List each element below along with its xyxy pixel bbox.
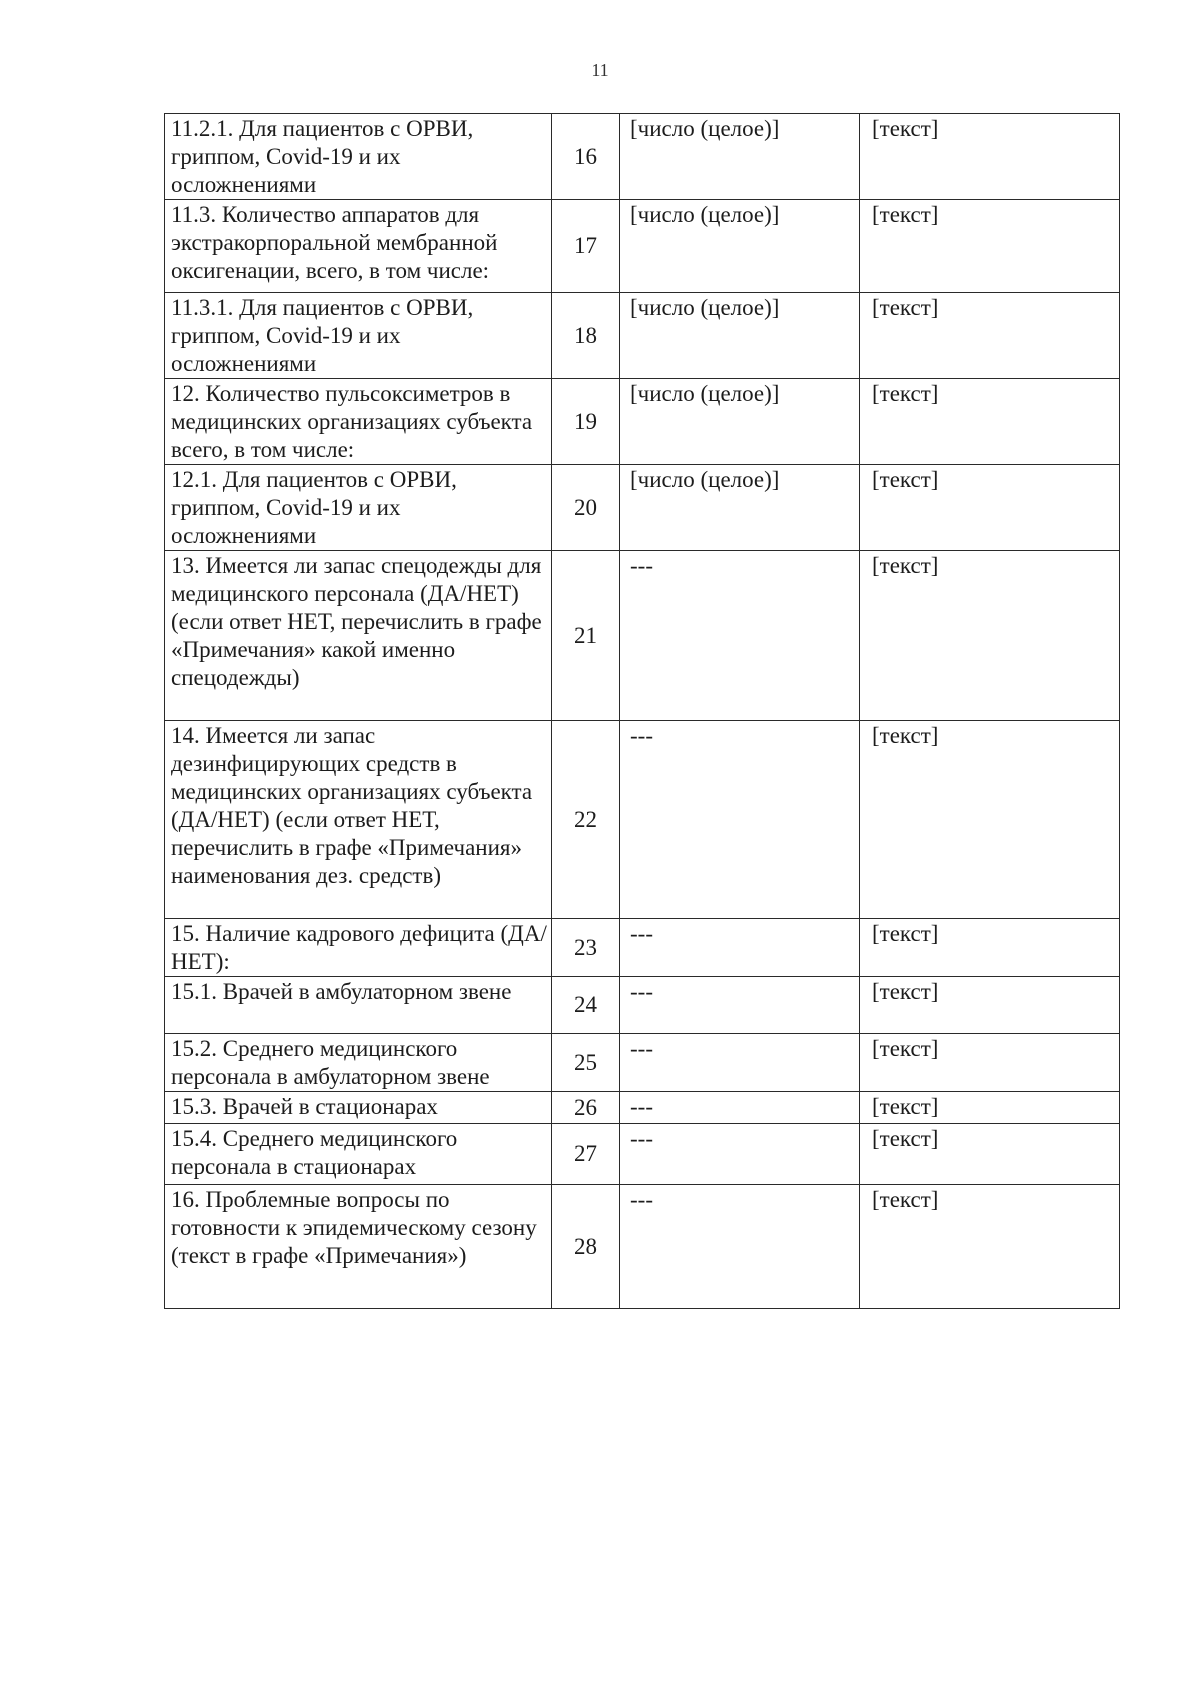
row-number: 26 bbox=[552, 1092, 620, 1124]
row-note: [текст] bbox=[860, 1034, 1120, 1092]
row-number: 22 bbox=[552, 721, 620, 919]
row-label: 12. Количество пульсоксиметров в медицинских организациях субъекта всего, в том числе: bbox=[165, 379, 552, 465]
table-row bbox=[165, 465, 1120, 551]
row-label: 15.2. Среднего медицинского персонала в амбулаторном звене bbox=[165, 1034, 552, 1092]
row-note: [текст] bbox=[860, 551, 1120, 721]
row-note: [текст] bbox=[860, 379, 1120, 465]
row-label: 11.3. Количество аппаратов для экстракорпоральной мембранной оксигенации, всего, в том числе: bbox=[165, 200, 552, 293]
row-label: 16. Проблемные вопросы по готовности к эпидемическому сезону (текст в графе «Примечания») bbox=[165, 1185, 552, 1309]
row-number: 21 bbox=[552, 551, 620, 721]
form-table bbox=[164, 113, 1120, 1309]
row-number: 25 bbox=[552, 1034, 620, 1092]
row-value: --- bbox=[620, 919, 860, 977]
row-note: [текст] bbox=[860, 293, 1120, 379]
row-label: 14. Имеется ли запас дезинфицирующих средств в медицинских организациях субъекта (ДА/НЕТ) (если ответ НЕТ, перечислить в графе «Примечания» наименования дез. средств) bbox=[165, 721, 552, 919]
row-value: [число (целое)] bbox=[620, 379, 860, 465]
row-note: [текст] bbox=[860, 1124, 1120, 1185]
table-row bbox=[165, 919, 1120, 977]
row-value: [число (целое)] bbox=[620, 114, 860, 200]
row-value: --- bbox=[620, 1124, 860, 1185]
row-value: --- bbox=[620, 721, 860, 919]
row-label: 11.2.1. Для пациентов с ОРВИ, гриппом, Covid-19 и их осложнениями bbox=[165, 114, 552, 200]
table-row bbox=[165, 977, 1120, 1034]
table-row bbox=[165, 1124, 1120, 1185]
row-number: 16 bbox=[552, 114, 620, 200]
table-row bbox=[165, 1185, 1120, 1309]
table-row bbox=[165, 379, 1120, 465]
table-row bbox=[165, 114, 1120, 200]
row-label: 12.1. Для пациентов с ОРВИ, гриппом, Covid-19 и их осложнениями bbox=[165, 465, 552, 551]
row-note: [текст] bbox=[860, 919, 1120, 977]
row-note: [текст] bbox=[860, 1092, 1120, 1124]
row-number: 23 bbox=[552, 919, 620, 977]
row-number: 27 bbox=[552, 1124, 620, 1185]
row-number: 19 bbox=[552, 379, 620, 465]
row-label: 11.3.1. Для пациентов с ОРВИ, гриппом, Covid-19 и их осложнениями bbox=[165, 293, 552, 379]
row-label: 15. Наличие кадрового дефицита (ДА/НЕТ): bbox=[165, 919, 552, 977]
row-number: 18 bbox=[552, 293, 620, 379]
row-number: 20 bbox=[552, 465, 620, 551]
row-value: [число (целое)] bbox=[620, 465, 860, 551]
row-label: 15.4. Среднего медицинского персонала в стационарах bbox=[165, 1124, 552, 1185]
row-label: 15.1. Врачей в амбулаторном звене bbox=[165, 977, 552, 1034]
page-number: 11 bbox=[591, 60, 609, 80]
table-row bbox=[165, 1092, 1120, 1124]
row-number: 17 bbox=[552, 200, 620, 293]
table-row bbox=[165, 1034, 1120, 1092]
row-value: --- bbox=[620, 977, 860, 1034]
row-note: [текст] bbox=[860, 1185, 1120, 1309]
row-label: 13. Имеется ли запас спецодежды для медицинского персонала (ДА/НЕТ) (если ответ НЕТ, перечислить в графе «Примечания» какой именно спецодежды) bbox=[165, 551, 552, 721]
row-note: [текст] bbox=[860, 977, 1120, 1034]
row-note: [текст] bbox=[860, 465, 1120, 551]
row-value: --- bbox=[620, 1185, 860, 1309]
row-number: 28 bbox=[552, 1185, 620, 1309]
table-row bbox=[165, 200, 1120, 293]
row-value: [число (целое)] bbox=[620, 293, 860, 379]
table-row bbox=[165, 293, 1120, 379]
row-note: [текст] bbox=[860, 200, 1120, 293]
row-value: [число (целое)] bbox=[620, 200, 860, 293]
table-row bbox=[165, 721, 1120, 919]
row-label: 15.3. Врачей в стационарах bbox=[165, 1092, 552, 1124]
row-note: [текст] bbox=[860, 114, 1120, 200]
row-value: --- bbox=[620, 1092, 860, 1124]
row-note: [текст] bbox=[860, 721, 1120, 919]
row-value: --- bbox=[620, 551, 860, 721]
row-number: 24 bbox=[552, 977, 620, 1034]
row-value: --- bbox=[620, 1034, 860, 1092]
table-row bbox=[165, 551, 1120, 721]
